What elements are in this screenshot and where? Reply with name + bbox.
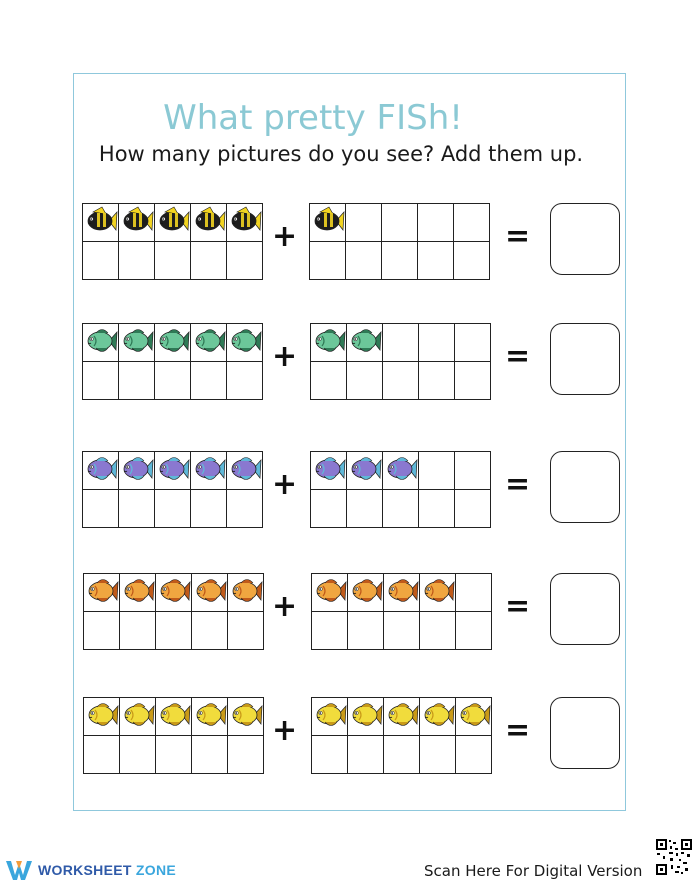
ten-frame-cell: [155, 452, 191, 490]
right-ten-frame: [309, 203, 490, 280]
ten-frame-cell: [84, 736, 120, 774]
ten-frame-cell: [383, 362, 419, 400]
orange-fish-icon: [157, 576, 191, 606]
purple-fish-icon: [312, 454, 346, 484]
plus-sign: +: [272, 589, 298, 624]
ten-frame-cell: [227, 362, 263, 400]
ten-frame-cell: [84, 574, 120, 612]
ten-frame-cell: [454, 242, 490, 280]
ten-frame-cell: [120, 612, 156, 650]
yellow-fish-icon: [193, 700, 227, 730]
ten-frame-cell: [191, 452, 227, 490]
ten-frame-cell: [120, 736, 156, 774]
yellow-fish-icon: [121, 700, 155, 730]
ten-frame-cell: [227, 490, 263, 528]
ten-frame-cell: [120, 574, 156, 612]
answer-box[interactable]: [550, 697, 620, 769]
ten-frame-cell: [419, 452, 455, 490]
ten-frame-cell: [84, 612, 120, 650]
ten-frame-cell: [228, 698, 264, 736]
ten-frame-cell: [312, 574, 348, 612]
orange-fish-icon: [421, 576, 455, 606]
ten-frame-cell: [310, 204, 346, 242]
yellow-fish-icon: [457, 700, 491, 730]
ten-frame-cell: [155, 362, 191, 400]
ten-frame-cell: [119, 204, 155, 242]
green-fish-icon: [156, 326, 190, 356]
plus-sign: +: [272, 713, 298, 748]
ten-frame-cell: [83, 362, 119, 400]
ten-frame-cell: [83, 452, 119, 490]
ten-frame-cell: [83, 324, 119, 362]
ten-frame-cell: [227, 452, 263, 490]
equals-sign: =: [505, 339, 531, 374]
green-fish-icon: [228, 326, 262, 356]
equals-sign: =: [505, 589, 531, 624]
orange-fish-icon: [193, 576, 227, 606]
addition-problem: [0, 573, 700, 653]
orange-fish-icon: [121, 576, 155, 606]
ten-frame-cell: [191, 204, 227, 242]
ten-frame-cell: [419, 490, 455, 528]
ten-frame-cell: [192, 698, 228, 736]
plus-sign: +: [272, 339, 298, 374]
ten-frame-cell: [156, 574, 192, 612]
worksheet-zone-logo: [6, 858, 176, 882]
purple-fish-icon: [156, 454, 190, 484]
ten-frame-cell: [348, 698, 384, 736]
answer-box[interactable]: [550, 451, 620, 523]
ten-frame-cell: [192, 574, 228, 612]
ten-frame-cell: [348, 612, 384, 650]
ten-frame-cell: [348, 736, 384, 774]
left-ten-frame: [83, 573, 264, 650]
orange-fish-icon: [85, 576, 119, 606]
ten-frame-cell: [155, 204, 191, 242]
black-yellow-fish-icon: [84, 206, 118, 236]
addition-problem: [0, 697, 700, 777]
ten-frame-cell: [155, 490, 191, 528]
ten-frame-cell: [191, 362, 227, 400]
yellow-fish-icon: [421, 700, 455, 730]
ten-frame-cell: [384, 612, 420, 650]
purple-fish-icon: [120, 454, 154, 484]
ten-frame-cell: [456, 574, 492, 612]
ten-frame-cell: [384, 698, 420, 736]
ten-frame-cell: [347, 452, 383, 490]
plus-sign: +: [272, 467, 298, 502]
ten-frame-cell: [455, 362, 491, 400]
ten-frame-cell: [84, 698, 120, 736]
right-ten-frame: [310, 323, 491, 400]
ten-frame-cell: [156, 698, 192, 736]
ten-frame-cell: [191, 324, 227, 362]
ten-frame-cell: [83, 490, 119, 528]
ten-frame-cell: [383, 452, 419, 490]
ten-frame-cell: [227, 242, 263, 280]
ten-frame-cell: [227, 204, 263, 242]
ten-frame-cell: [311, 490, 347, 528]
addition-problem: [0, 203, 700, 283]
ten-frame-cell: [346, 204, 382, 242]
yellow-fish-icon: [229, 700, 263, 730]
logo-text: [38, 862, 176, 878]
ten-frame-cell: [312, 736, 348, 774]
ten-frame-cell: [384, 574, 420, 612]
black-yellow-fish-icon: [311, 206, 345, 236]
ten-frame-cell: [454, 204, 490, 242]
ten-frame-cell: [419, 324, 455, 362]
left-ten-frame: [83, 697, 264, 774]
purple-fish-icon: [228, 454, 262, 484]
ten-frame-cell: [191, 490, 227, 528]
ten-frame-cell: [382, 242, 418, 280]
equals-sign: =: [505, 467, 531, 502]
ten-frame-cell: [156, 736, 192, 774]
ten-frame-cell: [119, 242, 155, 280]
logo-text-main: WORKSHEET: [38, 862, 132, 878]
equals-sign: =: [505, 713, 531, 748]
ten-frame-cell: [310, 242, 346, 280]
ten-frame-cell: [384, 736, 420, 774]
ten-frame-cell: [420, 698, 456, 736]
orange-fish-icon: [385, 576, 419, 606]
ten-frame-cell: [312, 698, 348, 736]
yellow-fish-icon: [385, 700, 419, 730]
ten-frame-cell: [83, 204, 119, 242]
left-ten-frame: [82, 203, 263, 280]
right-ten-frame: [311, 697, 492, 774]
ten-frame-cell: [420, 574, 456, 612]
ten-frame-cell: [155, 242, 191, 280]
black-yellow-fish-icon: [156, 206, 190, 236]
green-fish-icon: [348, 326, 382, 356]
black-yellow-fish-icon: [228, 206, 262, 236]
answer-box[interactable]: [550, 203, 620, 275]
green-fish-icon: [120, 326, 154, 356]
ten-frame-cell: [346, 242, 382, 280]
ten-frame-cell: [420, 612, 456, 650]
ten-frame-cell: [348, 574, 384, 612]
yellow-fish-icon: [313, 700, 347, 730]
purple-fish-icon: [348, 454, 382, 484]
ten-frame-cell: [420, 736, 456, 774]
answer-box[interactable]: [550, 573, 620, 645]
ten-frame-cell: [155, 324, 191, 362]
ten-frame-cell: [418, 242, 454, 280]
purple-fish-icon: [384, 454, 418, 484]
left-ten-frame: [82, 323, 263, 400]
purple-fish-icon: [84, 454, 118, 484]
green-fish-icon: [312, 326, 346, 356]
purple-fish-icon: [192, 454, 226, 484]
ten-frame-cell: [119, 452, 155, 490]
ten-frame-cell: [191, 242, 227, 280]
orange-fish-icon: [229, 576, 263, 606]
left-ten-frame: [82, 451, 263, 528]
w-logo-icon: [6, 859, 32, 881]
right-ten-frame: [311, 573, 492, 650]
answer-box[interactable]: [550, 323, 620, 395]
ten-frame-cell: [227, 324, 263, 362]
green-fish-icon: [84, 326, 118, 356]
addition-problem: [0, 323, 700, 403]
ten-frame-cell: [419, 362, 455, 400]
green-fish-icon: [192, 326, 226, 356]
ten-frame-cell: [383, 490, 419, 528]
ten-frame-cell: [311, 324, 347, 362]
ten-frame-cell: [311, 452, 347, 490]
scan-label: Scan Here For Digital Version: [424, 862, 643, 880]
ten-frame-cell: [83, 242, 119, 280]
equals-sign: =: [505, 219, 531, 254]
plus-sign: +: [272, 219, 298, 254]
ten-frame-cell: [312, 612, 348, 650]
ten-frame-cell: [228, 574, 264, 612]
yellow-fish-icon: [85, 700, 119, 730]
ten-frame-cell: [383, 324, 419, 362]
yellow-fish-icon: [349, 700, 383, 730]
logo-text-accent: ZONE: [135, 862, 176, 878]
instructions: How many pictures do you see? Add them up.: [98, 142, 584, 166]
orange-fish-icon: [349, 576, 383, 606]
ten-frame-cell: [119, 324, 155, 362]
ten-frame-cell: [228, 736, 264, 774]
black-yellow-fish-icon: [192, 206, 226, 236]
ten-frame-cell: [347, 362, 383, 400]
right-ten-frame: [310, 451, 491, 528]
ten-frame-cell: [456, 612, 492, 650]
ten-frame-cell: [347, 324, 383, 362]
ten-frame-cell: [347, 490, 383, 528]
ten-frame-cell: [156, 612, 192, 650]
ten-frame-cell: [192, 612, 228, 650]
ten-frame-cell: [456, 736, 492, 774]
page-title: What pretty FISh!: [163, 98, 463, 138]
ten-frame-cell: [382, 204, 418, 242]
ten-frame-cell: [418, 204, 454, 242]
yellow-fish-icon: [157, 700, 191, 730]
orange-fish-icon: [313, 576, 347, 606]
ten-frame-cell: [192, 736, 228, 774]
ten-frame-cell: [455, 324, 491, 362]
ten-frame-cell: [228, 612, 264, 650]
ten-frame-cell: [456, 698, 492, 736]
ten-frame-cell: [311, 362, 347, 400]
addition-problem: [0, 451, 700, 531]
ten-frame-cell: [119, 490, 155, 528]
ten-frame-cell: [119, 362, 155, 400]
ten-frame-cell: [455, 490, 491, 528]
black-yellow-fish-icon: [120, 206, 154, 236]
qr-code-icon[interactable]: [655, 838, 693, 876]
ten-frame-cell: [120, 698, 156, 736]
ten-frame-cell: [455, 452, 491, 490]
